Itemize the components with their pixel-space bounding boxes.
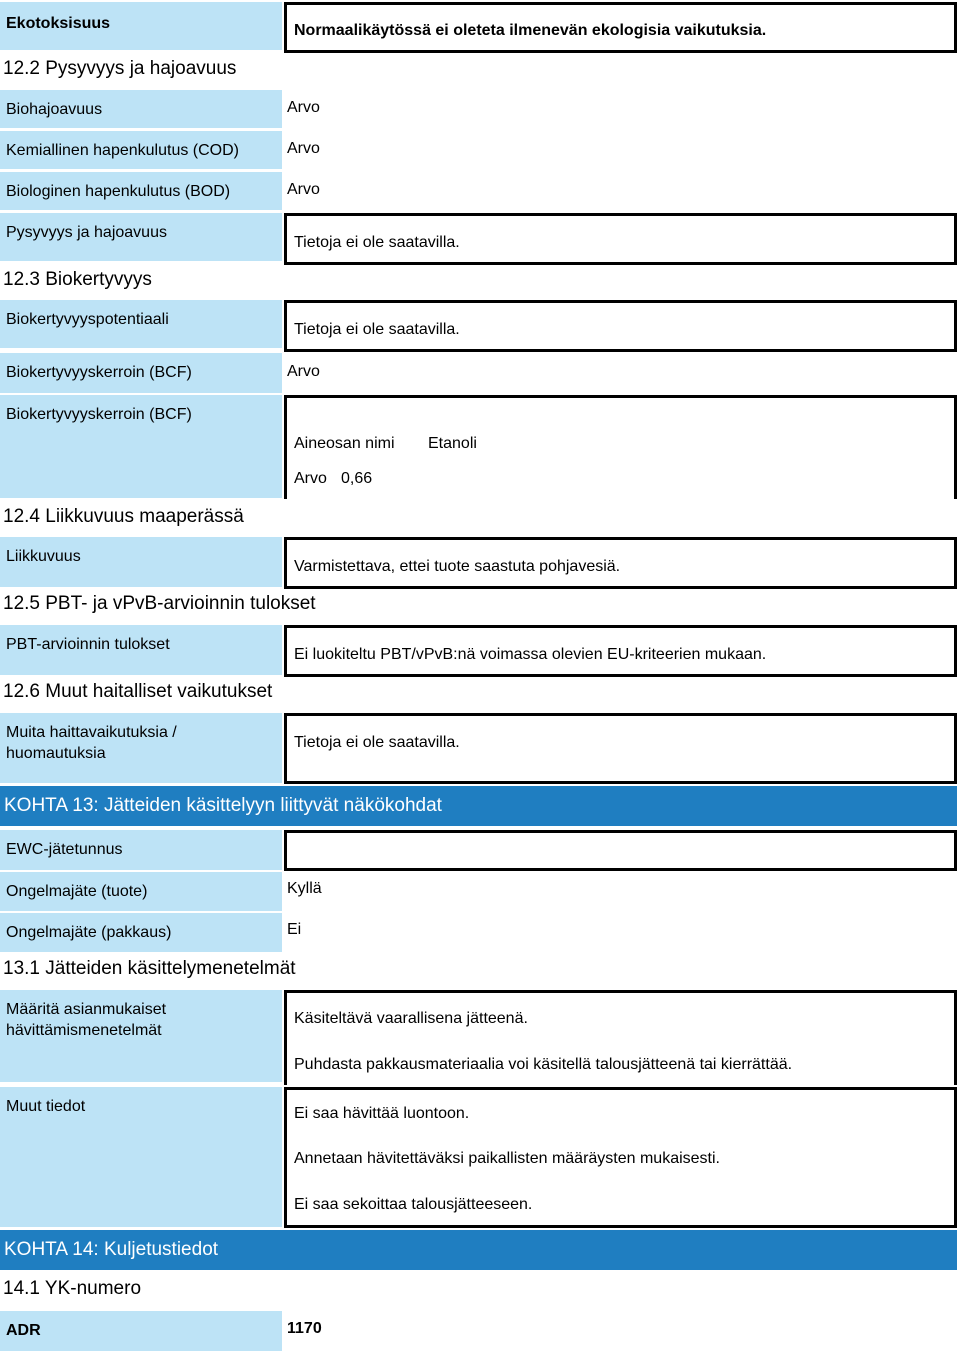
maarita-value-1: Käsiteltävä vaarallisena jätteenä.: [294, 1010, 528, 1027]
bod-value: Arvo: [287, 181, 320, 198]
ewc-label: EWC-jätetunnus: [0, 830, 282, 870]
bcf-label-2: Biokertyvyyskerroin (BCF): [0, 395, 282, 498]
muita-haittavaikutuksia-value: Tietoja ei ole saatavilla.: [284, 713, 957, 784]
aineosa-label: Aineosan nimi: [294, 435, 395, 452]
cod-label: Kemiallinen hapenkulutus (COD): [0, 131, 282, 169]
ongelmajate-tuote-label: Ongelmajäte (tuote): [0, 872, 282, 911]
biohajoavuus-label: Biohajoavuus: [0, 90, 282, 128]
adr-value: 1170: [287, 1320, 322, 1337]
muut-tiedot-value: [284, 1087, 957, 1228]
bcf-value-1: Arvo: [287, 363, 320, 380]
kohta-13-title: KOHTA 13: Jätteiden käsittelyyn liittyvät näkökohdat: [0, 786, 957, 826]
biokertyvyyspotentiaali-label: Biokertyvyyspotentiaali: [0, 300, 282, 348]
bod-label: Biologinen hapenkulutus (BOD): [0, 172, 282, 210]
cod-value: Arvo: [287, 140, 320, 157]
section-13-1-heading: 13.1 Jätteiden käsittelymenetelmät: [3, 958, 296, 979]
muita-label-line1: Muita haittavaikutuksia /: [6, 724, 177, 741]
bcf-arvo-value: 0,66: [341, 470, 373, 487]
pysyvyys-label: Pysyvyys ja hajoavuus: [0, 213, 282, 261]
section-12-3-heading: 12.3 Biokertyvyys: [3, 269, 152, 290]
section-12-2-heading: 12.2 Pysyvyys ja hajoavuus: [3, 58, 237, 79]
muut-tiedot-label: Muut tiedot: [0, 1087, 282, 1227]
biokertyvyyspotentiaali-value: Tietoja ei ole saatavilla.: [284, 300, 957, 352]
aineosa-value: Etanoli: [428, 435, 477, 452]
ongelmajate-pakkaus-value: Ei: [287, 921, 302, 938]
ongelmajate-tuote-value: Kyllä: [287, 880, 322, 897]
section-12-6-heading: 12.6 Muut haitalliset vaikutukset: [3, 681, 273, 702]
ewc-value: [284, 830, 957, 871]
bcf-value-2-box: [284, 395, 957, 499]
section-12-4-heading: 12.4 Liikkuvuus maaperässä: [3, 506, 244, 527]
muita-haittavaikutuksia-label: [0, 713, 282, 783]
muita-label-line2: huomautuksia: [6, 745, 106, 762]
pbt-value: Ei luokiteltu PBT/vPvB:nä voimassa olevien EU-kriteerien mukaan.: [284, 625, 957, 677]
bcf-label-1: Biokertyvyyskerroin (BCF): [0, 353, 282, 393]
maarita-value-2: Puhdasta pakkausmateriaalia voi käsitellä talousjätteenä tai kierrättää.: [294, 1056, 793, 1073]
muut-tiedot-value-3: Ei saa sekoittaa talousjätteeseen.: [294, 1196, 533, 1213]
adr-label: ADR: [0, 1311, 282, 1351]
section-14-1-heading: 14.1 YK-numero: [3, 1278, 142, 1299]
ekotoksisuus-label: Ekotoksisuus: [0, 2, 282, 50]
maarita-value: [284, 990, 957, 1085]
pysyvyys-value: Tietoja ei ole saatavilla.: [284, 213, 957, 265]
maarita-label: [0, 990, 282, 1082]
kohta-14-title: KOHTA 14: Kuljetustiedot: [0, 1230, 957, 1270]
maarita-label-line1: Määritä asianmukaiset: [6, 1001, 167, 1018]
ekotoksisuus-value: Normaalikäytössä ei oleteta ilmenevän ekologisia vaikutuksia.: [284, 2, 957, 53]
bcf-arvo-label: Arvo: [294, 470, 327, 487]
ongelmajate-pakkaus-label: Ongelmajäte (pakkaus): [0, 913, 282, 952]
muut-tiedot-value-1: Ei saa hävittää luontoon.: [294, 1105, 470, 1122]
liikkuvuus-label: Liikkuvuus: [0, 537, 282, 587]
pbt-label: PBT-arvioinnin tulokset: [0, 625, 282, 675]
maarita-label-line2: hävittämismenetelmät: [6, 1022, 162, 1039]
biohajoavuus-value: Arvo: [287, 99, 320, 116]
section-12-5-heading: 12.5 PBT- ja vPvB-arvioinnin tulokset: [3, 593, 316, 614]
liikkuvuus-value: Varmistettava, ettei tuote saastuta pohjavesiä.: [284, 537, 957, 589]
muut-tiedot-value-2: Annetaan hävitettäväksi paikallisten määräysten mukaisesti.: [294, 1150, 720, 1167]
